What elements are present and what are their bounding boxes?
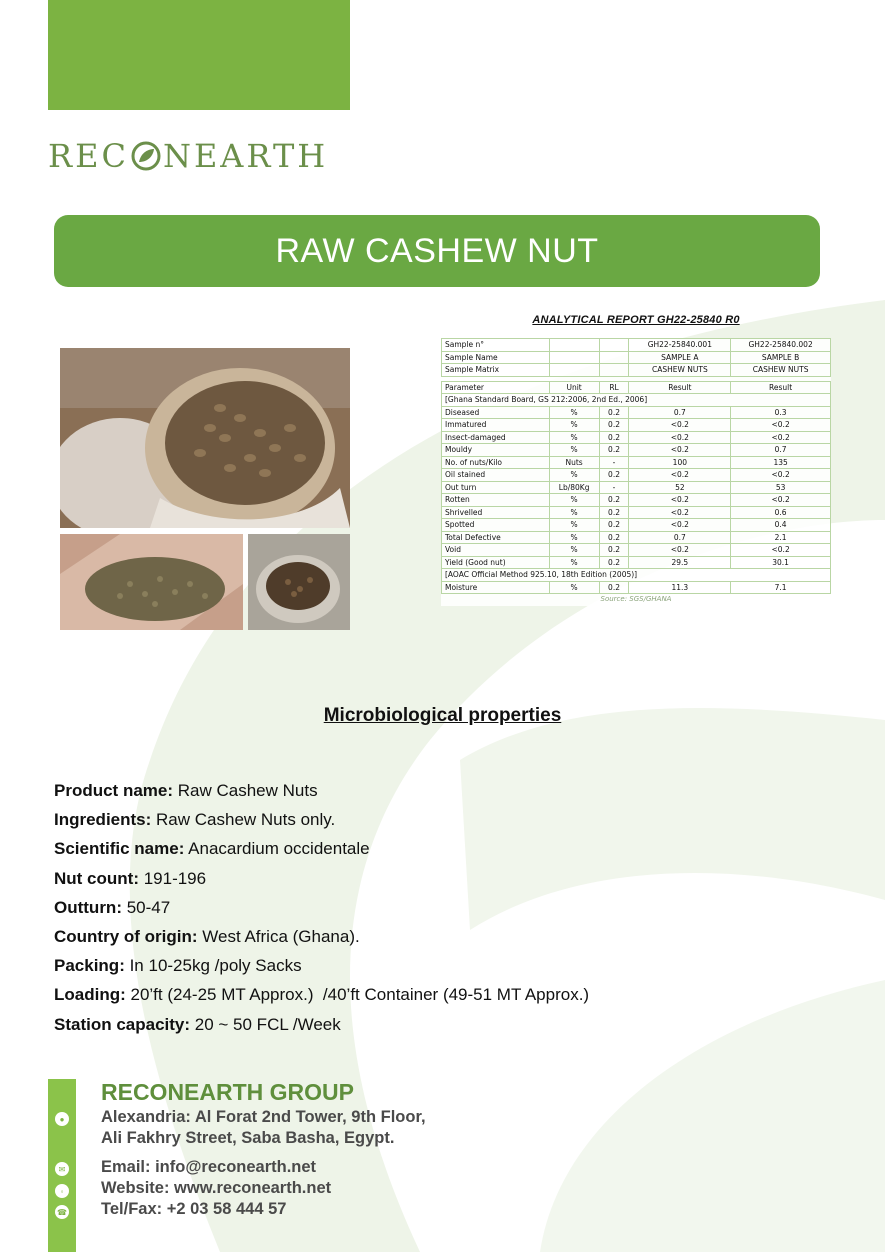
report-data-row bbox=[442, 456, 831, 469]
rl: 0.2 bbox=[599, 519, 629, 532]
result-b: <0.2 bbox=[731, 494, 831, 507]
header-label: Sample Matrix bbox=[442, 364, 550, 377]
result-a: <0.2 bbox=[629, 419, 731, 432]
empty-cell bbox=[549, 351, 599, 364]
result-a: 52 bbox=[629, 481, 731, 494]
report-data-row bbox=[442, 519, 831, 532]
property-value: Raw Cashew Nuts bbox=[173, 781, 318, 800]
result-a: <0.2 bbox=[629, 431, 731, 444]
section-row bbox=[442, 569, 831, 582]
analytical-report bbox=[441, 314, 831, 606]
unit: % bbox=[549, 419, 599, 432]
unit: % bbox=[549, 581, 599, 594]
parameter-name: Total Defective bbox=[442, 531, 550, 544]
result-b: <0.2 bbox=[731, 419, 831, 432]
result-b: 0.4 bbox=[731, 519, 831, 532]
report-title: ANALYTICAL REPORT GH22-25840 R0 bbox=[532, 314, 740, 326]
rl: 0.2 bbox=[599, 419, 629, 432]
col-result-b: Result bbox=[731, 381, 831, 394]
property-row bbox=[54, 893, 589, 922]
empty-cell bbox=[549, 339, 599, 352]
sample-b-value: CASHEW NUTS bbox=[731, 364, 831, 377]
report-header-row bbox=[442, 339, 831, 352]
section-row bbox=[442, 394, 831, 407]
rl: 0.2 bbox=[599, 544, 629, 557]
property-row bbox=[54, 980, 589, 1009]
col-result-a: Result bbox=[629, 381, 731, 394]
result-a: 0.7 bbox=[629, 406, 731, 419]
report-table bbox=[441, 338, 831, 606]
unit: % bbox=[549, 519, 599, 532]
property-value: 20 ~ 50 FCL /Week bbox=[190, 1014, 341, 1034]
cashew-floor-photo bbox=[60, 534, 243, 630]
report-data-row bbox=[442, 419, 831, 432]
rl: 0.2 bbox=[599, 506, 629, 519]
property-label: Scientific name: bbox=[54, 839, 185, 859]
property-row bbox=[54, 864, 589, 893]
col-rl: RL bbox=[599, 381, 629, 394]
rl: 0.2 bbox=[599, 431, 629, 444]
col-parameter: Parameter bbox=[442, 381, 550, 394]
report-data-row bbox=[442, 406, 831, 419]
header-label: Sample Name bbox=[442, 351, 550, 364]
footer-phone: Tel/Fax: +2 03 58 444 57 bbox=[101, 1200, 287, 1218]
parameter-name: Oil stained bbox=[442, 469, 550, 482]
report-data-row bbox=[442, 556, 831, 569]
unit: % bbox=[549, 506, 599, 519]
property-label: Packing: bbox=[54, 956, 125, 976]
parameter-name: Rotten bbox=[442, 494, 550, 507]
sample-a-value: SAMPLE A bbox=[629, 351, 731, 364]
report-data-row bbox=[442, 506, 831, 519]
rl: - bbox=[599, 481, 629, 494]
unit: % bbox=[549, 531, 599, 544]
property-row bbox=[54, 805, 589, 834]
result-b: 0.7 bbox=[731, 444, 831, 457]
result-a: <0.2 bbox=[629, 544, 731, 557]
footer-address-1: Alexandria: Al Forat 2nd Tower, 9th Floor, bbox=[101, 1108, 426, 1126]
report-data-row bbox=[442, 494, 831, 507]
parameter-name: Spotted bbox=[442, 519, 550, 532]
parameter-name: Void bbox=[442, 544, 550, 557]
result-a: <0.2 bbox=[629, 519, 731, 532]
rl: - bbox=[599, 456, 629, 469]
property-label: Outturn: bbox=[54, 897, 122, 917]
empty-cell bbox=[599, 364, 629, 377]
sample-a-value: CASHEW NUTS bbox=[629, 364, 731, 377]
section-method: [AOAC Official Method 925.10, 18th Edition (2005)] bbox=[442, 569, 831, 582]
property-row bbox=[54, 834, 589, 863]
report-data-row bbox=[442, 481, 831, 494]
parameter-name: Moisture bbox=[442, 581, 550, 594]
top-green-bar bbox=[48, 0, 350, 110]
property-value: Anacardium occidentale bbox=[184, 839, 370, 859]
unit: % bbox=[549, 544, 599, 557]
rl: 0.2 bbox=[599, 556, 629, 569]
title-banner bbox=[54, 215, 820, 287]
product-properties bbox=[54, 776, 589, 1039]
website-icon: ◦ bbox=[55, 1184, 69, 1198]
rl: 0.2 bbox=[599, 581, 629, 594]
parameter-name: Immatured bbox=[442, 419, 550, 432]
parameter-name: Diseased bbox=[442, 406, 550, 419]
report-data-row bbox=[442, 444, 831, 457]
rl: 0.2 bbox=[599, 406, 629, 419]
property-row bbox=[54, 1010, 589, 1039]
unit: Lb/80Kg bbox=[549, 481, 599, 494]
report-data-row bbox=[442, 531, 831, 544]
logo-text-right: NEARTH bbox=[162, 137, 329, 175]
footer-email[interactable]: Email: info@reconearth.net bbox=[101, 1158, 317, 1176]
property-label: Ingredients: bbox=[54, 810, 152, 830]
cashew-sack-photo bbox=[60, 348, 350, 528]
property-value: 191-196 bbox=[138, 868, 207, 888]
unit: % bbox=[549, 406, 599, 419]
logo-text-left: REC bbox=[48, 137, 129, 175]
property-label: Product name: bbox=[54, 781, 174, 800]
leaf-logo-icon bbox=[131, 141, 161, 171]
unit: % bbox=[549, 556, 599, 569]
phone-icon: ☎ bbox=[55, 1205, 69, 1219]
unit: % bbox=[549, 444, 599, 457]
rl: 0.2 bbox=[599, 494, 629, 507]
header-label: Sample n° bbox=[442, 339, 550, 352]
result-a: 11.3 bbox=[629, 581, 731, 594]
property-label: Loading: bbox=[54, 985, 126, 1005]
parameter-name: Out turn bbox=[442, 481, 550, 494]
result-b: 2.1 bbox=[731, 531, 831, 544]
report-data-row bbox=[442, 431, 831, 444]
footer-address-2: Ali Fakhry Street, Saba Basha, Egypt. bbox=[101, 1129, 395, 1147]
result-a: 0.7 bbox=[629, 531, 731, 544]
sample-b-value: SAMPLE B bbox=[731, 351, 831, 364]
unit: % bbox=[549, 431, 599, 444]
empty-cell bbox=[549, 364, 599, 377]
footer-contact bbox=[101, 1077, 426, 1220]
result-b: 135 bbox=[731, 456, 831, 469]
result-b: 0.6 bbox=[731, 506, 831, 519]
parameter-name: Insect-damaged bbox=[442, 431, 550, 444]
result-a: <0.2 bbox=[629, 506, 731, 519]
reconearth-logo bbox=[48, 136, 328, 176]
parameter-name: Yield (Good nut) bbox=[442, 556, 550, 569]
result-a: <0.2 bbox=[629, 469, 731, 482]
report-header-row bbox=[442, 351, 831, 364]
property-row bbox=[54, 951, 589, 980]
footer-group-name: RECONEARTH GROUP bbox=[101, 1079, 355, 1105]
sample-b-value: GH22-25840.002 bbox=[731, 339, 831, 352]
section-method: [Ghana Standard Board, GS 212:2006, 2nd Ed., 2006] bbox=[442, 394, 831, 407]
report-data-row bbox=[442, 544, 831, 557]
result-b: 53 bbox=[731, 481, 831, 494]
property-value: West Africa (Ghana). bbox=[197, 926, 360, 946]
micro-heading: Microbiological properties bbox=[323, 705, 562, 726]
sample-a-value: GH22-25840.001 bbox=[629, 339, 731, 352]
result-a: <0.2 bbox=[629, 494, 731, 507]
unit: Nuts bbox=[549, 456, 599, 469]
rl: 0.2 bbox=[599, 469, 629, 482]
property-row bbox=[54, 922, 589, 951]
footer-website[interactable]: Website: www.reconearth.net bbox=[101, 1179, 332, 1197]
empty-cell bbox=[599, 339, 629, 352]
parameter-name: No. of nuts/Kilo bbox=[442, 456, 550, 469]
result-b: 0.3 bbox=[731, 406, 831, 419]
report-header-row bbox=[442, 364, 831, 377]
report-data-row bbox=[442, 469, 831, 482]
property-label: Nut count: bbox=[54, 868, 139, 888]
unit: % bbox=[549, 469, 599, 482]
location-pin-icon: ● bbox=[55, 1112, 69, 1126]
property-value: In 10-25kg /poly Sacks bbox=[124, 956, 302, 976]
parameter-name: Shrivelled bbox=[442, 506, 550, 519]
empty-cell bbox=[599, 351, 629, 364]
result-b: <0.2 bbox=[731, 431, 831, 444]
result-b: 7.1 bbox=[731, 581, 831, 594]
property-row bbox=[54, 776, 589, 805]
result-b: <0.2 bbox=[731, 469, 831, 482]
property-value: Raw Cashew Nuts only. bbox=[151, 810, 336, 830]
page-title: RAW CASHEW NUT bbox=[275, 231, 599, 270]
unit: % bbox=[549, 494, 599, 507]
result-a: 29.5 bbox=[629, 556, 731, 569]
property-label: Country of origin: bbox=[54, 926, 198, 946]
report-data-row bbox=[442, 581, 831, 594]
source-note: Source: SGS/GHANA bbox=[600, 595, 672, 604]
property-label: Station capacity: bbox=[54, 1014, 191, 1034]
rl: 0.2 bbox=[599, 531, 629, 544]
result-b: <0.2 bbox=[731, 544, 831, 557]
col-unit: Unit bbox=[549, 381, 599, 394]
parameter-name: Mouldy bbox=[442, 444, 550, 457]
column-header-row bbox=[442, 381, 831, 394]
result-a: 100 bbox=[629, 456, 731, 469]
property-value: 20’ft (24-25 MT Approx.) /40’ft Container (49-51 MT Approx.) bbox=[125, 985, 590, 1005]
rl: 0.2 bbox=[599, 444, 629, 457]
email-icon: ✉ bbox=[55, 1162, 69, 1176]
result-a: <0.2 bbox=[629, 444, 731, 457]
source-row bbox=[442, 594, 831, 606]
cashew-bag-photo bbox=[248, 534, 350, 630]
result-b: 30.1 bbox=[731, 556, 831, 569]
property-value: 50-47 bbox=[121, 897, 171, 917]
